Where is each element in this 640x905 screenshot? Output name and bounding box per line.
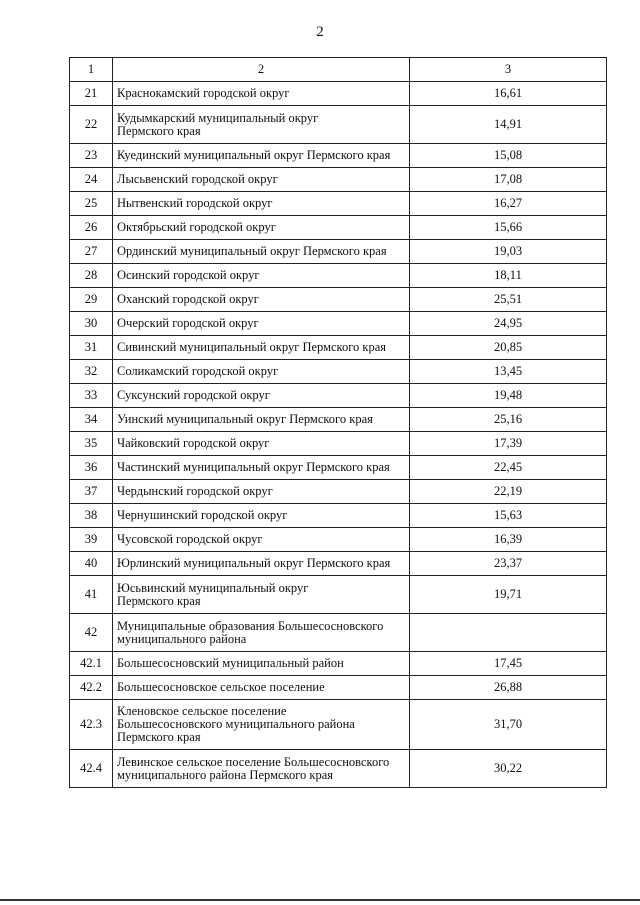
row-number-cell: 42.3 — [70, 700, 113, 750]
row-number-cell: 39 — [70, 528, 113, 552]
municipality-name-cell: Юсьвинский муниципальный округ Пермского края — [113, 576, 410, 614]
municipality-name-cell: Куединский муниципальный округ Пермского края — [113, 144, 410, 168]
value-cell: 19,03 — [410, 240, 607, 264]
row-number-cell: 22 — [70, 106, 113, 144]
row-number-cell: 26 — [70, 216, 113, 240]
value-cell: 19,48 — [410, 384, 607, 408]
value-cell: 22,45 — [410, 456, 607, 480]
municipality-name-cell: Суксунский городской округ — [113, 384, 410, 408]
municipality-name-cell: Соликамский городской округ — [113, 360, 410, 384]
municipality-name-cell: Чернушинский городской округ — [113, 504, 410, 528]
page-number: 2 — [316, 24, 324, 40]
table-row — [70, 504, 607, 528]
value-cell: 25,51 — [410, 288, 607, 312]
table-row — [70, 408, 607, 432]
table-row — [70, 168, 607, 192]
value-cell: 15,63 — [410, 504, 607, 528]
value-cell: 16,27 — [410, 192, 607, 216]
municipality-name-cell: Частинский муниципальный округ Пермского края — [113, 456, 410, 480]
row-number-cell: 28 — [70, 264, 113, 288]
value-cell: 30,22 — [410, 750, 607, 788]
table-row — [70, 552, 607, 576]
municipality-name-cell: Чайковский городской округ — [113, 432, 410, 456]
row-number-cell: 27 — [70, 240, 113, 264]
data-table — [69, 57, 607, 788]
municipality-name-cell: Большесосновское сельское поселение — [113, 676, 410, 700]
value-cell: 17,08 — [410, 168, 607, 192]
value-cell: 14,91 — [410, 106, 607, 144]
row-number-cell: 42.1 — [70, 652, 113, 676]
table-row — [70, 652, 607, 676]
row-number-cell: 35 — [70, 432, 113, 456]
row-number-cell: 31 — [70, 336, 113, 360]
value-cell: 16,61 — [410, 82, 607, 106]
row-number-cell: 21 — [70, 82, 113, 106]
row-number-cell: 42.2 — [70, 676, 113, 700]
table-row — [70, 240, 607, 264]
row-number-cell: 41 — [70, 576, 113, 614]
row-number-cell: 24 — [70, 168, 113, 192]
table-row — [70, 360, 607, 384]
value-cell: 15,08 — [410, 144, 607, 168]
table-row — [70, 82, 607, 106]
row-number-cell: 38 — [70, 504, 113, 528]
municipality-name-cell: Лысьвенский городской округ — [113, 168, 410, 192]
table-row — [70, 384, 607, 408]
row-number-cell: 34 — [70, 408, 113, 432]
row-number-cell: 36 — [70, 456, 113, 480]
header-cell-1: 1 — [70, 58, 113, 82]
table-row — [70, 750, 607, 788]
row-number-cell: 40 — [70, 552, 113, 576]
table-row — [70, 144, 607, 168]
municipality-name-cell: Октябрьский городской округ — [113, 216, 410, 240]
municipality-name-cell: Юрлинский муниципальный округ Пермского края — [113, 552, 410, 576]
header-cell-2: 2 — [113, 58, 410, 82]
municipality-name-cell: Муниципальные образования Большесосновского муниципального района — [113, 614, 410, 652]
table-row — [70, 216, 607, 240]
value-cell: 31,70 — [410, 700, 607, 750]
value-cell: 17,45 — [410, 652, 607, 676]
table-row — [70, 700, 607, 750]
municipality-name-cell: Краснокамский городской округ — [113, 82, 410, 106]
value-cell: 18,11 — [410, 264, 607, 288]
value-cell: 26,88 — [410, 676, 607, 700]
municipality-name-cell: Кленовское сельское поселение Большесосновского муниципального района Пермского края — [113, 700, 410, 750]
row-number-cell: 23 — [70, 144, 113, 168]
value-cell: 22,19 — [410, 480, 607, 504]
table-row — [70, 312, 607, 336]
value-cell: 16,39 — [410, 528, 607, 552]
row-number-cell: 37 — [70, 480, 113, 504]
table-row — [70, 288, 607, 312]
row-number-cell: 32 — [70, 360, 113, 384]
value-cell: 23,37 — [410, 552, 607, 576]
header-cell-3: 3 — [410, 58, 607, 82]
municipality-name-cell: Чердынский городской округ — [113, 480, 410, 504]
table-row — [70, 106, 607, 144]
municipality-name-cell: Ординский муниципальный округ Пермского края — [113, 240, 410, 264]
table-row — [70, 336, 607, 360]
table-row — [70, 432, 607, 456]
row-number-cell: 42.4 — [70, 750, 113, 788]
table-row — [70, 480, 607, 504]
value-cell: 25,16 — [410, 408, 607, 432]
table-row — [70, 528, 607, 552]
municipality-name-cell: Большесосновский муниципальный район — [113, 652, 410, 676]
value-cell: 17,39 — [410, 432, 607, 456]
municipality-name-cell: Осинский городской округ — [113, 264, 410, 288]
value-cell: 15,66 — [410, 216, 607, 240]
municipality-name-cell: Нытвенский городской округ — [113, 192, 410, 216]
table-body — [70, 58, 607, 788]
municipality-name-cell: Оханский городской округ — [113, 288, 410, 312]
municipality-name-cell: Левинское сельское поселение Большесосновского муниципального района Пермского края — [113, 750, 410, 788]
value-cell — [410, 614, 607, 652]
row-number-cell: 29 — [70, 288, 113, 312]
municipality-name-cell: Чусовской городской округ — [113, 528, 410, 552]
row-number-cell: 42 — [70, 614, 113, 652]
value-cell: 24,95 — [410, 312, 607, 336]
value-cell: 20,85 — [410, 336, 607, 360]
table-row — [70, 614, 607, 652]
row-number-cell: 30 — [70, 312, 113, 336]
table-row — [70, 264, 607, 288]
municipality-name-cell: Уинский муниципальный округ Пермского края — [113, 408, 410, 432]
table-row — [70, 676, 607, 700]
table-row — [70, 456, 607, 480]
municipality-name-cell: Сивинский муниципальный округ Пермского края — [113, 336, 410, 360]
value-cell: 13,45 — [410, 360, 607, 384]
table-header-row — [70, 58, 607, 82]
table-row — [70, 576, 607, 614]
bottom-edge-line — [0, 899, 640, 901]
value-cell: 19,71 — [410, 576, 607, 614]
table-row — [70, 192, 607, 216]
row-number-cell: 25 — [70, 192, 113, 216]
municipality-name-cell: Очерский городской округ — [113, 312, 410, 336]
municipality-name-cell: Кудымкарский муниципальный округ Пермского края — [113, 106, 410, 144]
row-number-cell: 33 — [70, 384, 113, 408]
